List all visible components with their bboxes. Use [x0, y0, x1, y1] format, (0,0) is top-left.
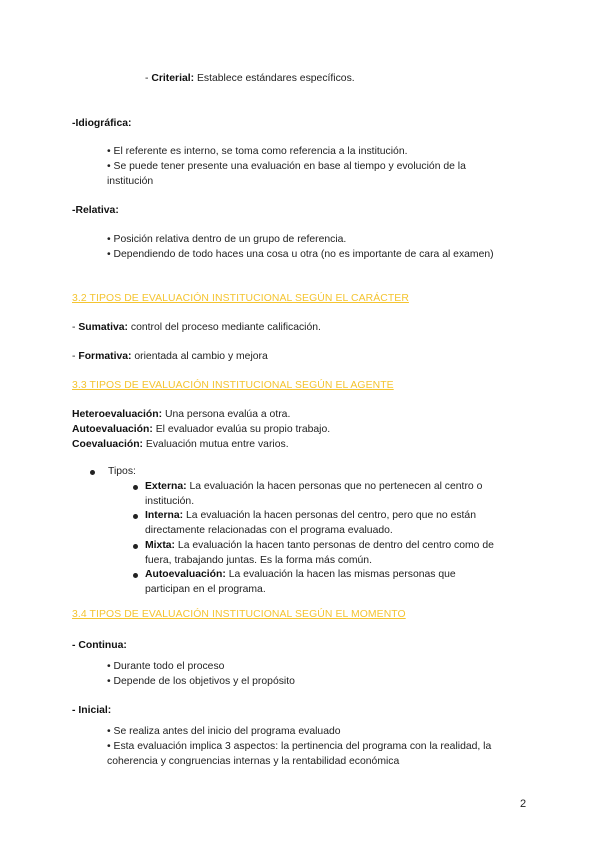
bullet-dot-icon — [133, 573, 138, 578]
sumativa-line: - Sumativa: control del proceso mediante calificación. — [72, 322, 321, 333]
inicial-bullet-1: • Se realiza antes del inicio del programa evaluado — [107, 726, 341, 737]
inicial-bullet-2-cont: coherencia y congruencias internas y la rentabilidad económica — [107, 756, 400, 767]
bullet-dot-icon — [133, 485, 138, 490]
interna-line-cont: directamente relacionadas con el programa evaluado. — [145, 525, 393, 536]
relativa-bullet-2: • Dependiendo de todo haces una cosa u otra (no es importante de cara al examen) — [107, 249, 494, 260]
bullet-dot-icon — [90, 470, 95, 475]
section-heading-3-4: 3.4 TIPOS DE EVALUACIÓN INSTITUCIONAL SEGÚN EL MOMENTO — [72, 609, 406, 620]
mixta-line-cont: fuera, trabajando juntas. Es la forma más común. — [145, 555, 372, 566]
criterial-label: Criterial: — [151, 73, 195, 84]
tipos-label: Tipos: — [108, 466, 136, 477]
autoevaluacion-tipo-line: Autoevaluación: La evaluación la hacen las mismas personas que — [145, 569, 456, 580]
formativa-label: Formativa: — [78, 351, 132, 362]
sumativa-label: Sumativa: — [78, 322, 129, 333]
idiografica-bullet-2-cont: institución — [107, 176, 154, 187]
idiografica-bullet-1: • El referente es interno, se toma como referencia a la institución. — [107, 146, 408, 157]
formativa-line: - Formativa: orientada al cambio y mejora — [72, 351, 268, 362]
coevaluacion-line: Coevaluación: Evaluación mutua entre varios. — [72, 439, 289, 450]
idiografica-heading: -Idiográfica: — [72, 118, 132, 129]
inicial-heading: - Inicial: — [72, 705, 112, 716]
externa-line: Externa: La evaluación la hacen personas que no pertenecen al centro o — [145, 481, 483, 492]
heteroevaluacion-line: Heteroevaluación: Una persona evalúa a otra. — [72, 409, 291, 420]
autoevaluacion-line: Autoevaluación: El evaluador evalúa su propio trabajo. — [72, 424, 331, 435]
mixta-line: Mixta: La evaluación la hacen tanto personas de dentro del centro como de — [145, 540, 494, 551]
idiografica-bullet-2: • Se puede tener presente una evaluación en base al tiempo y evolución de la — [107, 161, 466, 172]
continua-bullet-2: • Depende de los objetivos y el propósito — [107, 676, 295, 687]
continua-bullet-1: • Durante todo el proceso — [107, 661, 225, 672]
interna-line: Interna: La evaluación la hacen personas del centro, pero que no están — [145, 510, 476, 521]
bullet-dot-icon — [133, 514, 138, 519]
externa-line-cont: institución. — [145, 496, 195, 507]
autoevaluacion-tipo-line-cont: participan en el programa. — [145, 584, 266, 595]
criterial-line: - Criterial: Establece estándares específicos. — [145, 73, 355, 84]
relativa-heading: -Relativa: — [72, 205, 119, 216]
inicial-bullet-2: • Esta evaluación implica 3 aspectos: la pertinencia del programa con la realidad, la — [107, 741, 492, 752]
continua-heading: - Continua: — [72, 640, 127, 651]
relativa-bullet-1: • Posición relativa dentro de un grupo de referencia. — [107, 234, 347, 245]
page-number: 2 — [520, 798, 527, 810]
bullet-dot-icon — [133, 544, 138, 549]
section-heading-3-3: 3.3 TIPOS DE EVALUACIÓN INSTITUCIONAL SEGÚN EL AGENTE — [72, 380, 394, 391]
section-heading-3-2: 3.2 TIPOS DE EVALUACIÓN INSTITUCIONAL SEGÚN EL CARÁCTER — [72, 293, 409, 304]
